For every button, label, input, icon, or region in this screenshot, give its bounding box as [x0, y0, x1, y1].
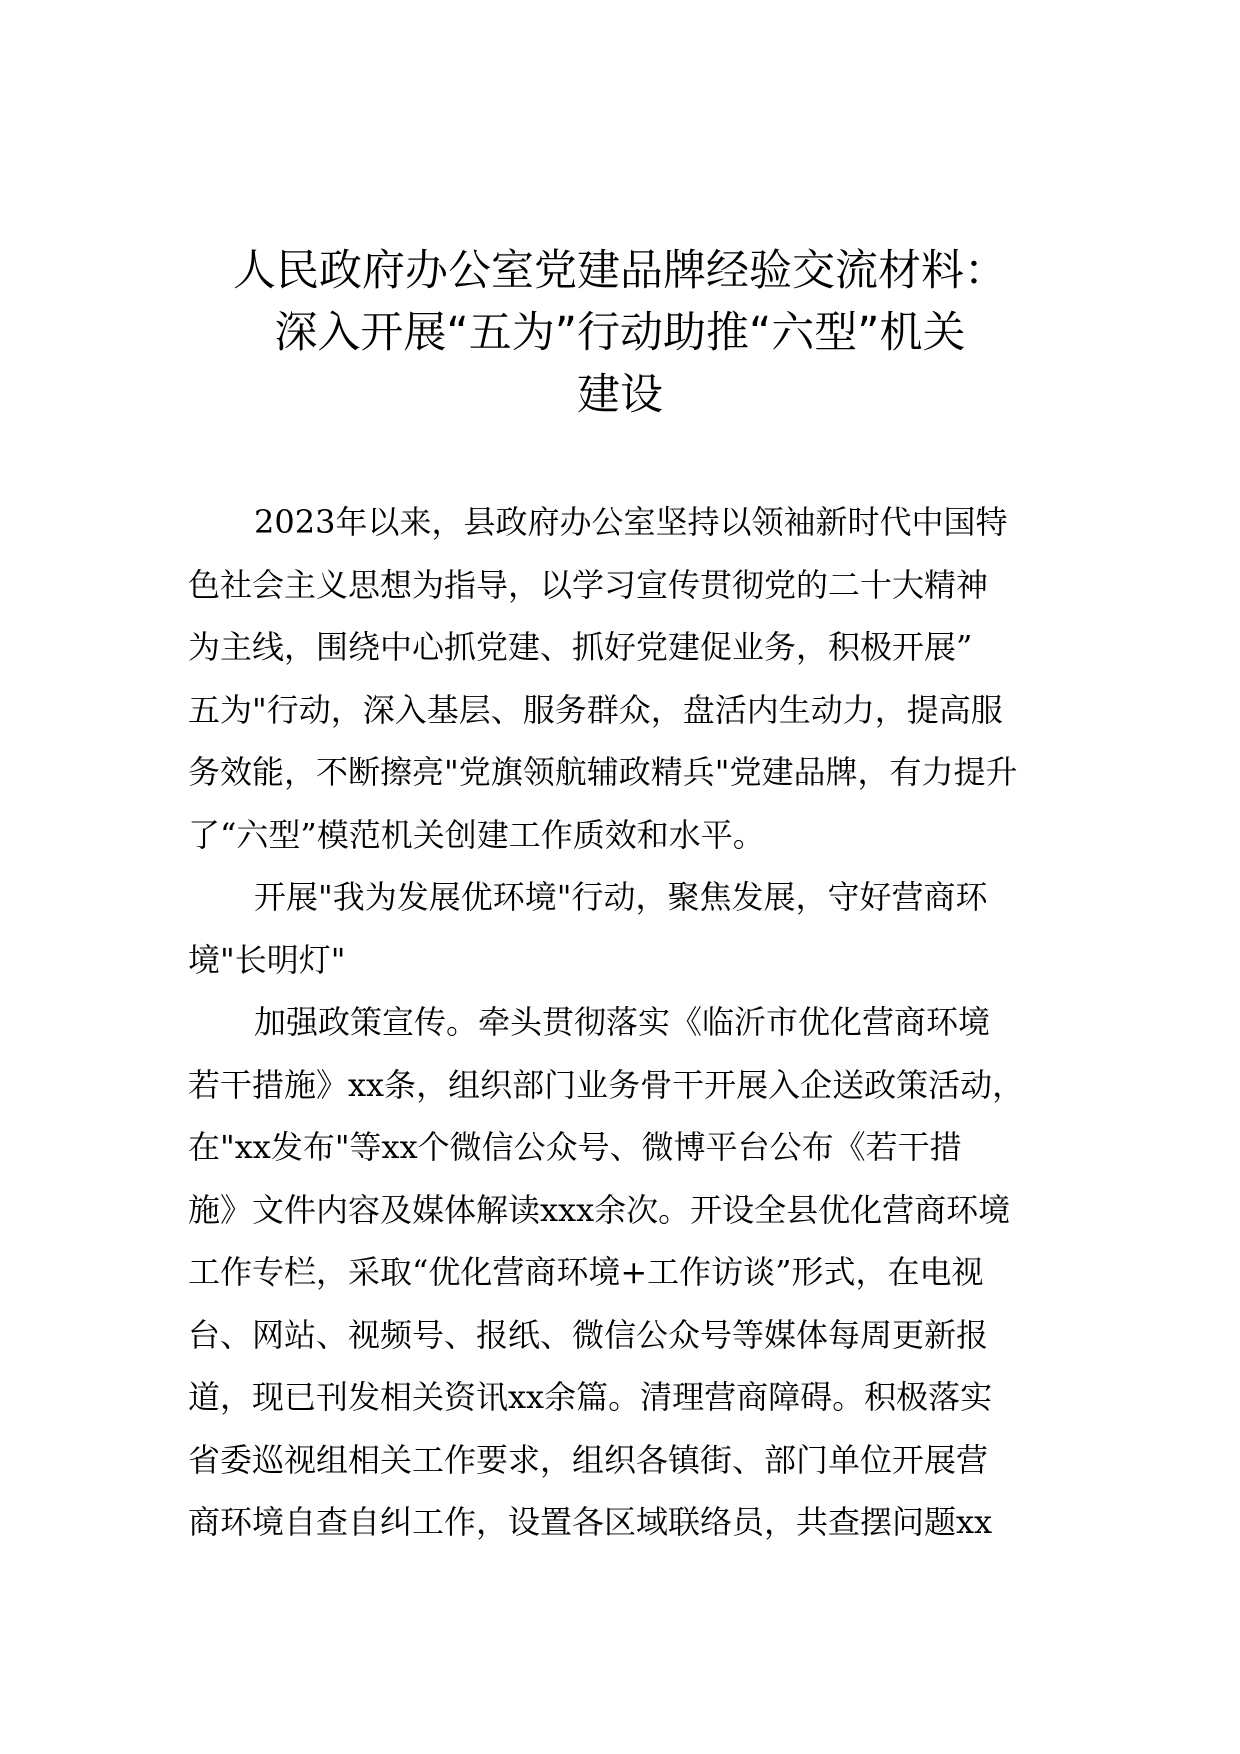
text-line: 五为"行动，深入基层、服务群众，盘活内生动力，提高服 — [188, 690, 1003, 729]
text-line: 色社会主义思想为指导，以学习宣传贯彻党的二十大精神 — [188, 565, 989, 604]
document-title — [150, 240, 1090, 426]
text-line: 若干措施》xx条，组织部门业务骨干开展入企送政策活动， — [188, 1065, 1025, 1104]
section-heading — [188, 866, 1068, 991]
text-line: 商环境自查自纠工作，设置各区域联络员，共查摆问题xx — [188, 1503, 993, 1541]
text-line: 在"xx发布"等xx个微信公众号、微博平台公布《若干措 — [188, 1128, 962, 1166]
text-line: 了“六型”模范机关创建工作质效和水平。 — [188, 815, 765, 854]
text-line: 2023年以来，县政府办公室坚持以领袖新时代中国特 — [254, 503, 1008, 541]
text-line: 加强政策宣传。牵头贯彻落实《临沂市优化营商环境 — [254, 1003, 991, 1041]
title-line: 深入开展“五为”行动助推“六型”机关 — [274, 308, 966, 358]
paragraph-intro — [188, 491, 1068, 866]
heading-line: 境"长明灯" — [188, 940, 346, 979]
text-line: 务效能，不断擦亮"党旗领航辅政精兵"党建品牌，有力提升 — [188, 753, 1018, 791]
text-line: 台、网站、视频号、报纸、微信公众号等媒体每周更新报 — [188, 1315, 989, 1354]
title-line: 建设 — [577, 370, 663, 420]
heading-line: 开展"我为发展优环境"行动，聚焦发展，守好营商环 — [254, 878, 988, 916]
text-line: 省委巡视组相关工作要求，组织各镇街、部门单位开展营 — [188, 1440, 989, 1479]
paragraph-policy — [188, 991, 1068, 1554]
text-line: 为主线，围绕中心抓党建、抓好党建促业务，积极开展” — [188, 628, 973, 666]
document-body — [188, 491, 1068, 1554]
text-line: 工作专栏，采取“优化营商环境+工作访谈”形式，在电视 — [188, 1253, 984, 1291]
title-line: 人民政府办公室党建品牌经验交流材料： — [233, 246, 1007, 296]
text-line: 道，现已刊发相关资讯xx余篇。清理营商障碍。积极落实 — [188, 1378, 993, 1416]
text-line: 施》文件内容及媒体解读xxx余次。开设全县优化营商环境 — [188, 1190, 1011, 1229]
